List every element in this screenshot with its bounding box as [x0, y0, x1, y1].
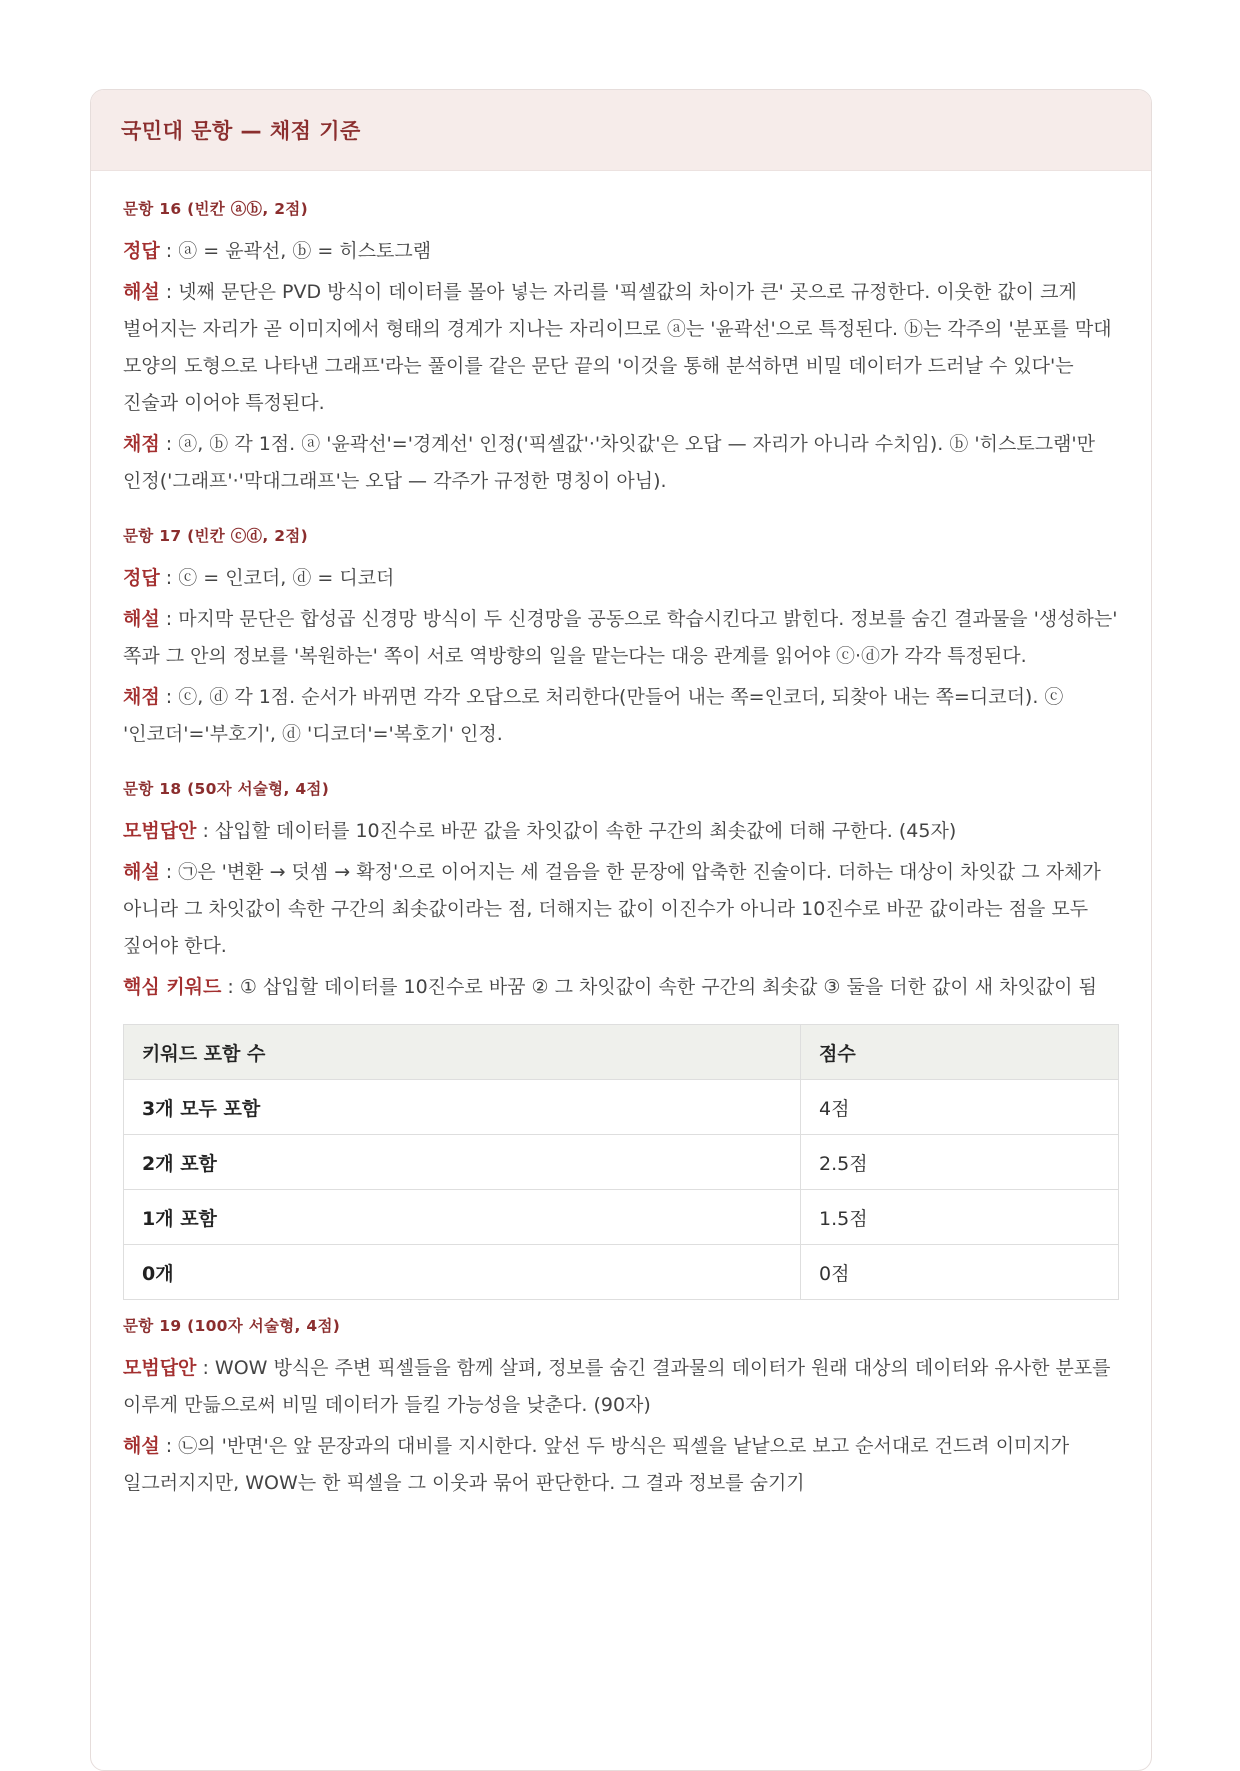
keywords-text: : ① 삽입할 데이터를 10진수로 바꿈 ② 그 차잇값이 속한 구간의 최솟값 ③ 둘을 더한 값이 새 차잇값이 됨 [221, 976, 1097, 998]
page-title: 국민대 문항 — 채점 기준 [121, 119, 361, 143]
score-cell: 2.5점 [801, 1135, 1119, 1190]
column-header-keyword-count: 키워드 포함 수 [124, 1025, 801, 1080]
q16-grading [123, 426, 1119, 500]
keyword-count-cell: 2개 포함 [124, 1135, 801, 1190]
explanation-key: 해설 [123, 1435, 160, 1457]
q18-model-answer [123, 813, 1119, 850]
question-18-label: 문항 18 (50자 서술형, 4점) [123, 780, 330, 798]
grading-key: 채점 [123, 686, 160, 708]
q18-keywords [123, 969, 1119, 1006]
answer-key: 정답 [123, 240, 160, 262]
explanation-key: 해설 [123, 861, 160, 883]
question-19-label: 문항 19 (100자 서술형, 4점) [123, 1317, 341, 1335]
q17-grading [123, 679, 1119, 753]
keyword-count-cell: 3개 모두 포함 [124, 1080, 801, 1135]
table-row [124, 1135, 1119, 1190]
q19-model-answer [123, 1350, 1119, 1424]
column-header-score: 점수 [801, 1025, 1119, 1080]
model-answer-key: 모범답안 [123, 820, 197, 842]
keyword-count-cell: 1개 포함 [124, 1190, 801, 1245]
grading-text: : ⓒ, ⓓ 각 1점. 순서가 바뀌면 각각 오답으로 처리한다(만들어 내는 쪽=인코더, 되찾아 내는 쪽=디코더). ⓒ '인코더'='부호기', ⓓ '디코더'='복호기' 인정. [123, 686, 1064, 745]
score-cell: 4점 [801, 1080, 1119, 1135]
card-header [91, 90, 1151, 171]
keywords-key: 핵심 키워드 [123, 976, 222, 998]
q17-explanation [123, 601, 1119, 675]
q17-answer [123, 560, 1119, 597]
table-row [124, 1190, 1119, 1245]
model-answer-key: 모범답안 [123, 1357, 197, 1379]
explanation-text: : 마지막 문단은 합성곱 신경망 방식이 두 신경망을 공동으로 학습시킨다고 밝힌다. 정보를 숨긴 결과물을 '생성하는' 쪽과 그 안의 정보를 '복원하는' 쪽이 서로 역방향의 일을 맡는다는 대응 관계를 읽어야 ⓒ·ⓓ가 각각 특정된다. [123, 608, 1118, 667]
score-table [123, 1024, 1119, 1300]
grading-card [90, 89, 1152, 1771]
question-18-section [123, 777, 1119, 1300]
score-cell: 0점 [801, 1245, 1119, 1300]
q16-answer [123, 233, 1119, 270]
model-answer-text: : WOW 방식은 주변 픽셀들을 함께 살펴, 정보를 숨긴 결과물의 데이터가 원래 대상의 데이터와 유사한 분포를 이루게 만듦으로써 비밀 데이터가 들킬 가능성을 낮춘다. (90자) [123, 1357, 1111, 1416]
q19-explanation [123, 1428, 1119, 1502]
explanation-text: : ㉠은 '변환 → 덧셈 → 확정'으로 이어지는 세 걸음을 한 문장에 압축한 진술이다. 더하는 대상이 차잇값 그 자체가 아니라 그 차잇값이 속한 구간의 최솟값이라는 점, 더해지는 값이 이진수가 아니라 10진수로 바꾼 값이라는 점을 모두 짚어야 한다. [123, 861, 1101, 957]
score-table-header-row [124, 1025, 1119, 1080]
grading-key: 채점 [123, 433, 160, 455]
keyword-count-cell: 0개 [124, 1245, 801, 1300]
question-16-section [123, 197, 1119, 500]
question-17-label: 문항 17 (빈칸 ⓒⓓ, 2점) [123, 527, 308, 545]
score-cell: 1.5점 [801, 1190, 1119, 1245]
answer-key: 정답 [123, 567, 160, 589]
q16-explanation [123, 274, 1119, 422]
q18-explanation [123, 854, 1119, 965]
answer-text: : ⓒ = 인코더, ⓓ = 디코더 [159, 567, 395, 589]
model-answer-text: : 삽입할 데이터를 10진수로 바꾼 값을 차잇값이 속한 구간의 최솟값에 더해 구한다. (45자) [196, 820, 957, 842]
table-row [124, 1080, 1119, 1135]
grading-text: : ⓐ, ⓑ 각 1점. ⓐ '윤곽선'='경계선' 인정('픽셀값'·'차잇값'은 오답 — 자리가 아니라 수치임). ⓑ '히스토그램'만 인정('그래프'·'막대그래프'는 오답 — 각주가 규정한 명칭이 아님). [123, 433, 1095, 492]
explanation-key: 해설 [123, 281, 160, 303]
card-body [91, 171, 1151, 1502]
question-19-section [123, 1314, 1119, 1502]
table-row [124, 1245, 1119, 1300]
explanation-text: : 넷째 문단은 PVD 방식이 데이터를 몰아 넣는 자리를 '픽셀값의 차이가 큰' 곳으로 규정한다. 이웃한 값이 크게 벌어지는 자리가 곧 이미지에서 형태의 경계가 지나는 자리이므로 ⓐ는 '윤곽선'으로 특정된다. ⓑ는 각주의 '분포를 막대 모양의 도형으로 나타낸 그래프'라는 풀이를 같은 문단 끝의 '이것을 통해 분석하면 비밀 데이터가 드러날 수 있다'는 진술과 이어야 특정된다. [123, 281, 1112, 414]
question-16-label: 문항 16 (빈칸 ⓐⓑ, 2점) [123, 200, 308, 218]
explanation-text: : ㉡의 '반면'은 앞 문장과의 대비를 지시한다. 앞선 두 방식은 픽셀을 낱낱으로 보고 순서대로 건드려 이미지가 일그러지지만, WOW는 한 픽셀을 그 이웃과 묶어 판단한다. 그 결과 정보를 숨기기 [123, 1435, 1070, 1494]
question-17-section [123, 524, 1119, 753]
answer-text: : ⓐ = 윤곽선, ⓑ = 히스토그램 [159, 240, 432, 262]
explanation-key: 해설 [123, 608, 160, 630]
